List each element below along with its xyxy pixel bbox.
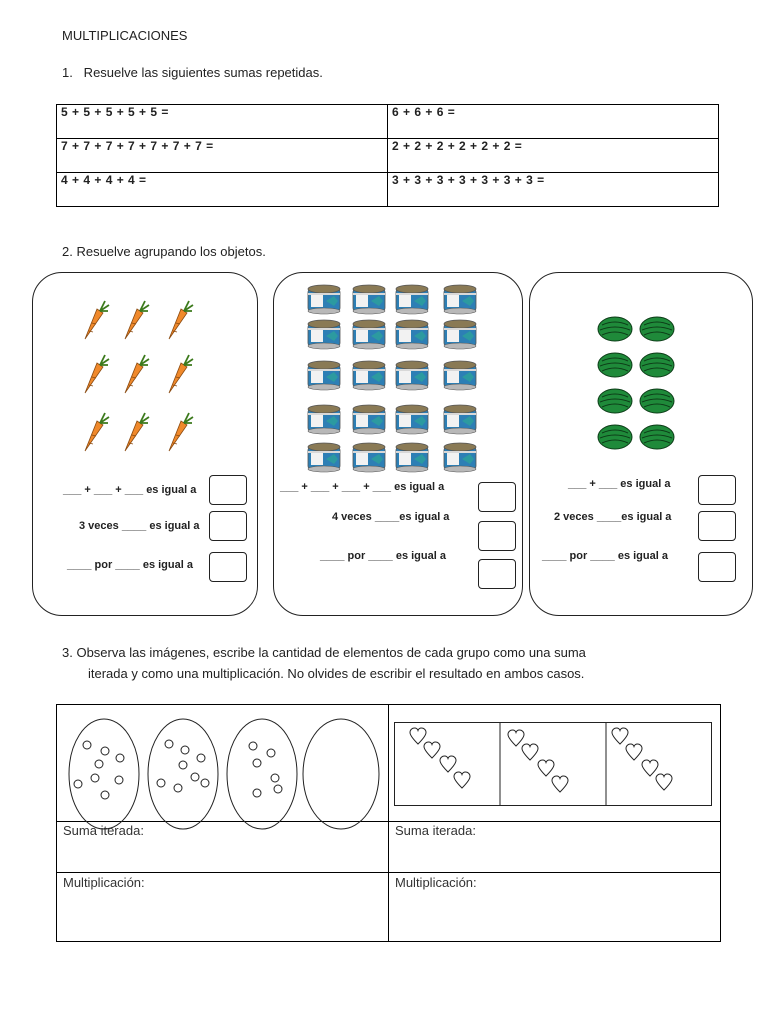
answer-box[interactable] [478, 482, 516, 512]
watermelon-icon [640, 317, 674, 341]
q3-grid [56, 704, 721, 942]
egg-icon [148, 719, 218, 829]
left-mult-label: Multiplicación: [63, 875, 145, 890]
right-mult-label: Multiplicación: [395, 875, 477, 890]
grid-divider [388, 705, 389, 941]
sum-cell: 2 + 2 + 2 + 2 + 2 + 2 = [388, 139, 719, 173]
carrot-icon [85, 355, 109, 393]
tuna-can-icon [308, 443, 340, 472]
heart-icon [508, 730, 524, 746]
sum-cell: 5 + 5 + 5 + 5 + 5 = [57, 105, 388, 139]
heart-icon [522, 744, 538, 760]
tuna-can-icon [353, 285, 385, 314]
tuna-can-icon [396, 320, 428, 349]
q2-instruction: 2. Resuelve agrupando los objetos. [62, 244, 266, 259]
left-sum-label: Suma iterada: [63, 823, 144, 838]
heart-icon [424, 742, 440, 758]
card1-line1: ___ + ___ + ___ es igual a [63, 484, 197, 496]
tuna-can-icon [444, 405, 476, 434]
watermelon-card [529, 272, 753, 616]
carrot-icon [125, 301, 149, 339]
watermelon-icon [598, 425, 632, 449]
tuna-can-icon [444, 285, 476, 314]
card1-line2: 3 veces ____ es igual a [79, 520, 200, 532]
answer-box[interactable] [478, 559, 516, 589]
heart-groups [394, 722, 712, 806]
egg-icon [303, 719, 379, 829]
carrot-icon [169, 301, 193, 339]
sum-cell: 6 + 6 + 6 = [388, 105, 719, 139]
answer-box[interactable] [209, 552, 247, 582]
heart-icon [454, 772, 470, 788]
right-sum-label: Suma iterada: [395, 823, 476, 838]
answer-box[interactable] [698, 475, 736, 505]
q3-instruction-line1: 3. Observa las imágenes, escribe la cantidad de elementos de cada grupo como una suma [62, 645, 586, 660]
watermelon-icon [598, 389, 632, 413]
watermelon-icons [530, 273, 752, 473]
carrot-card [32, 272, 258, 616]
answer-box[interactable] [698, 511, 736, 541]
tuna-can-icon [444, 443, 476, 472]
tuna-can-icon [308, 405, 340, 434]
answer-box[interactable] [478, 521, 516, 551]
answer-box[interactable] [209, 511, 247, 541]
card3-line2: 2 veces ____es igual a [554, 511, 672, 523]
tuna-icons [274, 273, 522, 473]
carrot-icon [169, 413, 193, 451]
carrot-icons [33, 273, 257, 473]
card3-line3: ____ por ____ es igual a [542, 550, 668, 562]
egg-icon [227, 719, 297, 829]
q3-instruction-line2: iterada y como una multiplicación. No olvides de escribir el resultado en ambos casos. [88, 666, 585, 681]
heart-icon [440, 756, 456, 772]
card2-line2: 4 veces ____es igual a [332, 511, 450, 523]
tuna-can-icon [353, 443, 385, 472]
tuna-can-icon [444, 361, 476, 390]
card3-line1: ___ + ___ es igual a [568, 478, 671, 490]
answer-box[interactable] [209, 475, 247, 505]
heart-icon [642, 760, 658, 776]
tuna-can-icon [308, 361, 340, 390]
sum-cell: 3 + 3 + 3 + 3 + 3 + 3 + 3 = [388, 173, 719, 207]
q1-instruction: 1. Resuelve las siguientes sumas repetidas. [62, 65, 323, 80]
answer-box[interactable] [698, 552, 736, 582]
sums-table [56, 104, 719, 207]
egg-icon [69, 719, 139, 829]
heart-icon [538, 760, 554, 776]
heart-icon [552, 776, 568, 792]
carrot-icon [85, 413, 109, 451]
tuna-can-icon [353, 320, 385, 349]
card2-line1: ___ + ___ + ___ + ___ es igual a [280, 481, 445, 493]
grid-divider [57, 872, 720, 873]
heart-icon [656, 774, 672, 790]
tuna-can-icon [308, 285, 340, 314]
heart-icon [410, 728, 426, 744]
watermelon-icon [598, 317, 632, 341]
heart-icon [626, 744, 642, 760]
watermelon-icon [640, 389, 674, 413]
tuna-can-icon [396, 443, 428, 472]
tuna-card [273, 272, 523, 616]
card2-line3: ____ por ____ es igual a [320, 550, 446, 562]
watermelon-icon [640, 353, 674, 377]
tuna-can-icon [396, 405, 428, 434]
heart-icon [612, 728, 628, 744]
tuna-can-icon [353, 361, 385, 390]
carrot-icon [125, 355, 149, 393]
watermelon-icon [640, 425, 674, 449]
egg-groups [57, 705, 387, 835]
tuna-can-icon [396, 361, 428, 390]
page-title: MULTIPLICACIONES [62, 28, 188, 43]
tuna-can-icon [353, 405, 385, 434]
watermelon-icon [598, 353, 632, 377]
carrot-icon [85, 301, 109, 339]
sum-cell: 7 + 7 + 7 + 7 + 7 + 7 + 7 = [57, 139, 388, 173]
tuna-can-icon [308, 320, 340, 349]
sum-cell: 4 + 4 + 4 + 4 = [57, 173, 388, 207]
tuna-can-icon [444, 320, 476, 349]
carrot-icon [125, 413, 149, 451]
card1-line3: ____ por ____ es igual a [67, 559, 193, 571]
carrot-icon [169, 355, 193, 393]
tuna-can-icon [396, 285, 428, 314]
